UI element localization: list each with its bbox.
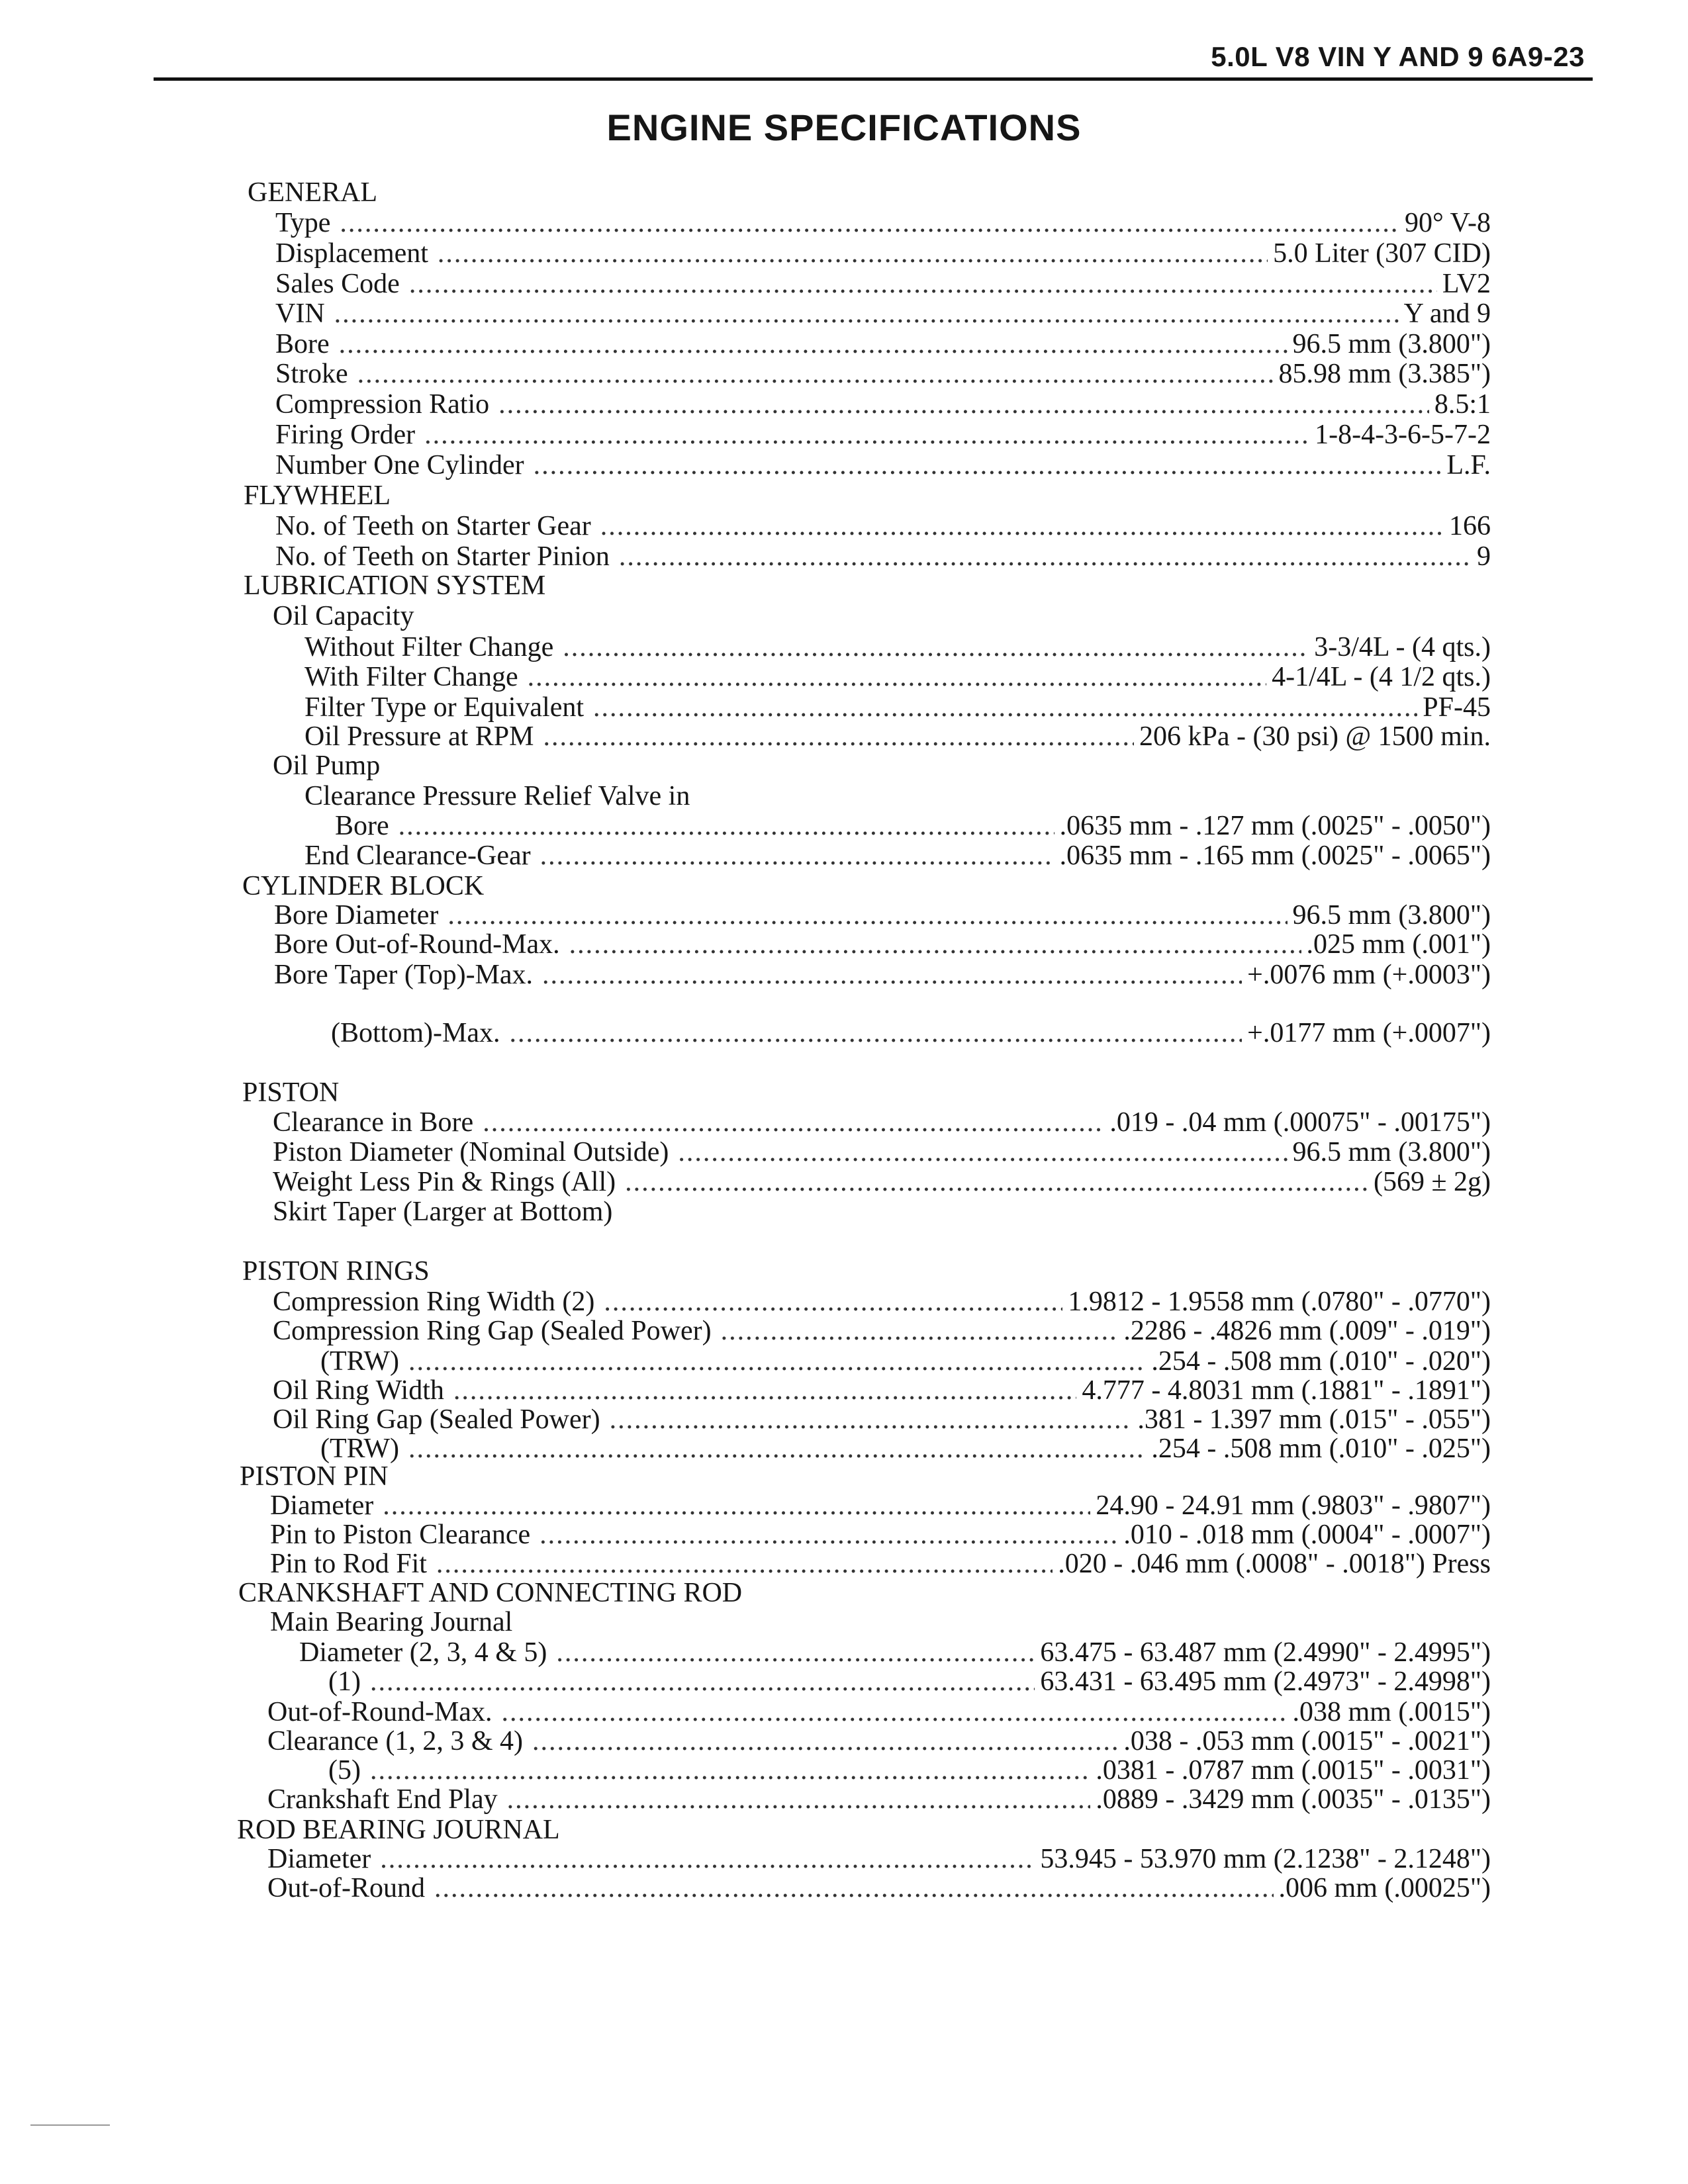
- spec-row: [275, 329, 1491, 359]
- spec-label: Type: [275, 208, 331, 238]
- spec-label: Diameter: [267, 1844, 371, 1874]
- spec-label: Number One Cylinder: [275, 450, 524, 480]
- spec-value: +.0076 mm (+.0003"): [1247, 960, 1491, 990]
- spec-label: Stroke: [275, 359, 348, 389]
- section-heading: [244, 570, 545, 601]
- spec-value: 1.9812 - 1.9558 mm (.0780" - .0770"): [1068, 1287, 1491, 1317]
- spec-label: LUBRICATION SYSTEM: [244, 570, 546, 601]
- dot-leader: [434, 1873, 1274, 1903]
- dot-leader: [509, 1018, 1242, 1048]
- spec-label: GENERAL: [248, 177, 377, 208]
- spec-row: [273, 1404, 1491, 1435]
- spec-row: [305, 662, 1491, 692]
- spec-row: [275, 450, 1491, 480]
- spec-value: .019 - .04 mm (.00075" - .00175"): [1109, 1107, 1491, 1138]
- dot-leader: [542, 960, 1242, 990]
- spec-value: 4.777 - 4.8031 mm (.1881" - .1891"): [1082, 1375, 1491, 1406]
- spec-label: (TRW): [320, 1346, 399, 1377]
- spec-label: Bore: [275, 329, 330, 359]
- spec-value: +.0177 mm (+.0007"): [1247, 1018, 1491, 1048]
- spec-value: .020 - .046 mm (.0008" - .0018") Press: [1058, 1549, 1491, 1579]
- section-heading: [242, 1256, 430, 1287]
- dot-leader: [563, 632, 1309, 662]
- dot-leader: [438, 238, 1268, 269]
- spec-value: Y and 9: [1403, 298, 1491, 329]
- dot-leader: [501, 1697, 1287, 1727]
- dot-leader: [399, 811, 1055, 841]
- spec-value: 166: [1449, 511, 1491, 541]
- section-heading: [248, 177, 377, 208]
- spec-row: [273, 1316, 1491, 1346]
- spec-row: [273, 1107, 1491, 1138]
- spec-value: (569 ± 2g): [1373, 1167, 1491, 1197]
- spec-row: [328, 1755, 1491, 1786]
- spec-row: [273, 1287, 1491, 1317]
- dot-leader: [340, 208, 1399, 238]
- section-heading: [244, 480, 391, 511]
- spec-value: 63.475 - 63.487 mm (2.4990" - 2.4995"): [1040, 1637, 1491, 1668]
- spec-label: Bore Taper (Top)-Max.: [274, 960, 534, 990]
- spec-value: 63.431 - 63.495 mm (2.4973" - 2.4998"): [1040, 1666, 1491, 1697]
- dot-leader: [507, 1784, 1091, 1815]
- spec-row: [274, 900, 1491, 931]
- spec-label: Compression Ratio: [275, 389, 490, 420]
- spec-label: Clearance Pressure Relief Valve in: [305, 781, 690, 811]
- spec-row: [270, 1490, 1491, 1521]
- spec-label: Clearance in Bore: [273, 1107, 474, 1138]
- spec-value: 9: [1477, 541, 1491, 572]
- page-edge-mark: [30, 2124, 110, 2126]
- spec-label: Diameter: [270, 1490, 374, 1521]
- spec-value: .006 mm (.00025"): [1278, 1873, 1491, 1903]
- spec-value: .2286 - .4826 mm (.009" - .019"): [1123, 1316, 1491, 1346]
- spec-value: .254 - .508 mm (.010" - .020"): [1151, 1346, 1491, 1377]
- spec-value: 8.5:1: [1434, 389, 1491, 420]
- spec-label: Pin to Rod Fit: [270, 1549, 427, 1579]
- spec-row: [299, 1637, 1491, 1668]
- spec-label: Crankshaft End Play: [267, 1784, 498, 1815]
- spec-row: [267, 1697, 1491, 1727]
- section-heading: [242, 1077, 339, 1108]
- spec-label: Oil Ring Width: [273, 1375, 444, 1406]
- dot-leader: [528, 662, 1267, 692]
- spec-label: Oil Pressure at RPM: [305, 721, 534, 752]
- spec-label: PISTON RINGS: [242, 1256, 430, 1287]
- dot-leader: [483, 1107, 1104, 1138]
- spec-value: 85.98 mm (3.385"): [1278, 359, 1491, 389]
- spec-label: Compression Ring Width (2): [273, 1287, 595, 1317]
- dot-leader: [625, 1167, 1368, 1197]
- dot-leader: [540, 841, 1055, 871]
- dot-leader: [610, 1404, 1133, 1435]
- spec-row: [273, 1167, 1491, 1197]
- spec-row: [275, 420, 1491, 450]
- section-heading: [273, 601, 414, 631]
- dot-leader: [534, 450, 1442, 480]
- spec-label: No. of Teeth on Starter Gear: [275, 511, 591, 541]
- spec-row: [320, 1346, 1491, 1377]
- spec-row: [274, 929, 1491, 960]
- spec-label: Compression Ring Gap (Sealed Power): [273, 1316, 712, 1346]
- spec-row: [305, 721, 1491, 752]
- spec-value: 4-1/4L - (4 1/2 qts.): [1272, 662, 1491, 692]
- spec-value: 3-3/4L - (4 qts.): [1314, 632, 1491, 662]
- spec-row: [275, 238, 1491, 269]
- dot-leader: [721, 1316, 1119, 1346]
- spec-label: Clearance (1, 2, 3 & 4): [267, 1726, 524, 1756]
- spec-row: [270, 1549, 1491, 1579]
- spec-value: 206 kPa - (30 psi) @ 1500 min.: [1139, 721, 1491, 752]
- spec-label: VIN: [275, 298, 325, 329]
- spec-value: LV2: [1442, 269, 1491, 299]
- spec-label: With Filter Change: [305, 662, 518, 692]
- spec-value: 96.5 mm (3.800"): [1292, 1137, 1491, 1167]
- section-heading: [240, 1461, 388, 1492]
- spec-label: Bore Out-of-Round-Max.: [274, 929, 560, 960]
- spec-value: 5.0 Liter (307 CID): [1273, 238, 1491, 269]
- spec-row: [274, 960, 1491, 990]
- spec-label: Skirt Taper (Larger at Bottom): [273, 1197, 613, 1227]
- spec-label: FLYWHEEL: [244, 480, 391, 511]
- spec-row: [270, 1520, 1491, 1550]
- spec-value: L.F.: [1446, 450, 1491, 480]
- spec-label: Oil Capacity: [273, 601, 414, 631]
- dot-leader: [424, 420, 1309, 450]
- spec-row: [275, 359, 1491, 389]
- dot-leader: [532, 1726, 1118, 1756]
- spec-row: [267, 1873, 1491, 1903]
- spec-label: End Clearance-Gear: [305, 841, 531, 871]
- spec-row: [267, 1844, 1491, 1874]
- spec-label: Bore: [335, 811, 389, 841]
- section-heading: [238, 1578, 742, 1608]
- spec-label: Sales Code: [275, 269, 400, 299]
- spec-row: [275, 208, 1491, 238]
- spec-value: .025 mm (.001"): [1306, 929, 1491, 960]
- spec-label: Diameter (2, 3, 4 & 5): [299, 1637, 547, 1668]
- spec-label: CRANKSHAFT AND CONNECTING ROD: [238, 1578, 743, 1608]
- dot-leader: [370, 1666, 1035, 1697]
- page-number: 5.0L V8 VIN Y AND 9 6A9-23: [1211, 41, 1585, 72]
- spec-row: [275, 269, 1491, 299]
- page-title: ENGINE SPECIFICATIONS: [606, 107, 1082, 148]
- spec-label: CYLINDER BLOCK: [242, 871, 485, 901]
- dot-leader: [447, 900, 1287, 931]
- spec-row: [331, 1018, 1491, 1048]
- dot-leader: [436, 1549, 1053, 1579]
- spec-label: Out-of-Round: [267, 1873, 425, 1903]
- dot-leader: [408, 1346, 1146, 1377]
- spec-label: Weight Less Pin & Rings (All): [273, 1167, 616, 1197]
- spec-value: .010 - .018 mm (.0004" - .0007"): [1123, 1520, 1491, 1550]
- spec-value: .038 mm (.0015"): [1292, 1697, 1491, 1727]
- spec-label: (TRW): [320, 1433, 399, 1464]
- spec-value: 96.5 mm (3.800"): [1292, 329, 1491, 359]
- spec-value: 96.5 mm (3.800"): [1292, 900, 1491, 931]
- spec-label: Without Filter Change: [305, 632, 554, 662]
- dot-leader: [370, 1755, 1090, 1786]
- dot-leader: [380, 1844, 1035, 1874]
- section-heading: [270, 1607, 512, 1637]
- spec-value: PF-45: [1423, 692, 1491, 723]
- dot-leader: [543, 721, 1135, 752]
- spec-label: Oil Ring Gap (Sealed Power): [273, 1404, 600, 1435]
- dot-leader: [539, 1520, 1118, 1550]
- spec-row: [320, 1433, 1491, 1464]
- section-heading: [305, 781, 690, 811]
- dot-leader: [339, 329, 1288, 359]
- dot-leader: [619, 541, 1472, 572]
- spec-row: [273, 1137, 1491, 1167]
- section-heading: [273, 1197, 612, 1227]
- section-heading: [273, 751, 380, 781]
- dot-leader: [453, 1375, 1077, 1406]
- spec-value: 24.90 - 24.91 mm (.9803" - .9807"): [1096, 1490, 1491, 1521]
- spec-label: Bore Diameter: [274, 900, 439, 931]
- dot-leader: [569, 929, 1301, 960]
- spec-row: [305, 841, 1491, 871]
- spec-row: [335, 811, 1491, 841]
- spec-row: [305, 632, 1491, 662]
- spec-value: .038 - .053 mm (.0015" - .0021"): [1123, 1726, 1491, 1756]
- dot-leader: [556, 1637, 1035, 1668]
- spec-label: PISTON: [242, 1077, 340, 1108]
- spec-label: Pin to Piston Clearance: [270, 1520, 531, 1550]
- spec-value: .0889 - .3429 mm (.0035" - .0135"): [1096, 1784, 1491, 1815]
- dot-leader: [383, 1490, 1090, 1521]
- spec-value: .254 - .508 mm (.010" - .025"): [1151, 1433, 1491, 1464]
- spec-label: No. of Teeth on Starter Pinion: [275, 541, 610, 572]
- spec-row: [275, 389, 1491, 420]
- dot-leader: [498, 389, 1429, 420]
- spec-value: 1-8-4-3-6-5-7-2: [1315, 420, 1491, 450]
- spec-row: [267, 1726, 1491, 1756]
- spec-row: [328, 1666, 1491, 1697]
- spec-label: PISTON PIN: [240, 1461, 389, 1492]
- section-heading: [242, 871, 484, 901]
- dot-leader: [678, 1137, 1287, 1167]
- spec-row: [275, 298, 1491, 329]
- section-heading: [237, 1815, 560, 1845]
- spec-label: Firing Order: [275, 420, 416, 450]
- spec-value: .0635 mm - .165 mm (.0025" - .0065"): [1059, 841, 1491, 871]
- spec-row: [305, 692, 1491, 723]
- spec-value: .0635 mm - .127 mm (.0025" - .0050"): [1059, 811, 1491, 841]
- spec-label: Piston Diameter (Nominal Outside): [273, 1137, 669, 1167]
- spec-value: 53.945 - 53.970 mm (2.1238" - 2.1248"): [1040, 1844, 1491, 1874]
- dot-leader: [357, 359, 1274, 389]
- spec-label: Oil Pump: [273, 751, 381, 781]
- spec-label: ROD BEARING JOURNAL: [237, 1815, 560, 1845]
- spec-value: 90° V-8: [1405, 208, 1491, 238]
- spec-label: (5): [328, 1755, 361, 1786]
- dot-leader: [600, 511, 1444, 541]
- spec-row: [267, 1784, 1491, 1815]
- spec-row: [275, 541, 1491, 572]
- spec-value: .381 - 1.397 mm (.015" - .055"): [1137, 1404, 1491, 1435]
- spec-label: Out-of-Round-Max.: [267, 1697, 492, 1727]
- spec-value: .0381 - .0787 mm (.0015" - .0031"): [1096, 1755, 1491, 1786]
- spec-row: [275, 511, 1491, 541]
- spec-label: Filter Type or Equivalent: [305, 692, 585, 723]
- spec-label: (1): [328, 1666, 361, 1697]
- spec-label: (Bottom)-Max.: [331, 1018, 500, 1048]
- dot-leader: [408, 1433, 1146, 1464]
- spec-label: Displacement: [275, 238, 428, 269]
- dot-leader: [334, 298, 1399, 329]
- dot-leader: [604, 1287, 1062, 1317]
- spec-label: Main Bearing Journal: [270, 1607, 513, 1637]
- spec-row: [273, 1375, 1491, 1406]
- dot-leader: [593, 692, 1417, 723]
- dot-leader: [409, 269, 1437, 299]
